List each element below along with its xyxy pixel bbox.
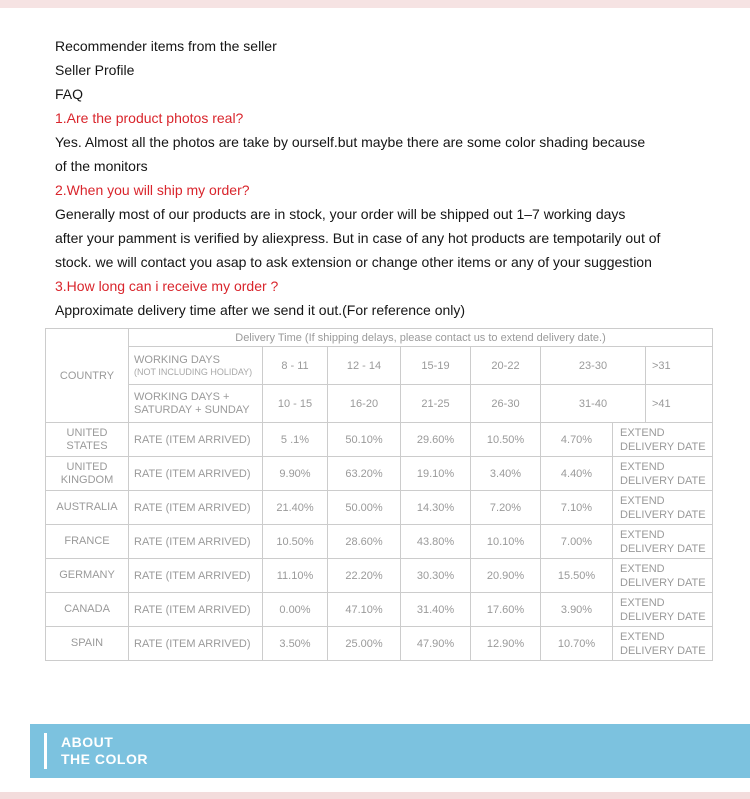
rate-value: 20.90% <box>471 559 541 593</box>
weekend-days-header-row <box>46 385 713 423</box>
working-days-sublabel: (NOT INCLUDING HOLIDAY) <box>134 366 253 377</box>
working-days-range-2: 12 - 14 <box>328 347 401 385</box>
about-the-color-banner <box>30 724 750 778</box>
extend-delivery-date: EXTEND DELIVERY DATE <box>613 559 713 593</box>
rate-value: 7.20% <box>471 491 541 525</box>
rate-value: 4.40% <box>541 457 613 491</box>
rate-label: RATE (ITEM ARRIVED) <box>129 559 263 593</box>
extend-delivery-date: EXTEND DELIVERY DATE <box>613 457 713 491</box>
table-header-row-1 <box>46 329 713 347</box>
weekend-days-range-4: 26-30 <box>471 385 541 423</box>
rate-value: 29.60% <box>401 423 471 457</box>
rate-value: 15.50% <box>541 559 613 593</box>
faq-question-2: 2.When you will ship my order? <box>55 182 250 198</box>
rate-value: 50.10% <box>328 423 401 457</box>
table-row-australia <box>46 491 713 525</box>
rate-label: RATE (ITEM ARRIVED) <box>129 593 263 627</box>
extend-delivery-date: EXTEND DELIVERY DATE <box>613 593 713 627</box>
rate-value: 10.10% <box>471 525 541 559</box>
banner-title <box>61 734 148 768</box>
country-name: SPAIN <box>46 627 129 661</box>
rate-value: 30.30% <box>401 559 471 593</box>
working-days-label: WORKING DAYS <box>134 353 220 366</box>
country-name: GERMANY <box>46 559 129 593</box>
working-days-range-3: 15-19 <box>401 347 471 385</box>
bottom-spacer <box>0 778 750 792</box>
intro-line-faq: FAQ <box>55 86 84 102</box>
rate-value: 43.80% <box>401 525 471 559</box>
rate-value: 7.00% <box>541 525 613 559</box>
banner-title-line-2: THE COLOR <box>61 751 148 767</box>
weekend-days-range-6: >41 <box>646 385 713 423</box>
rate-value: 63.20% <box>328 457 401 491</box>
faq-answer-2-line-2: after your pamment is verified by aliexpress. But in case of any hot products are tempotarily out of <box>55 230 661 246</box>
table-row-united-kingdom <box>46 457 713 491</box>
working-days-range-4: 20-22 <box>471 347 541 385</box>
extend-delivery-date: EXTEND DELIVERY DATE <box>613 423 713 457</box>
rate-label: RATE (ITEM ARRIVED) <box>129 491 263 525</box>
weekend-days-range-2: 16-20 <box>328 385 401 423</box>
rate-label: RATE (ITEM ARRIVED) <box>129 457 263 491</box>
table-row-canada <box>46 593 713 627</box>
faq-answer-1-line-1: Yes. Almost all the photos are take by ourself.but maybe there are some color shading because <box>55 134 646 150</box>
banner-divider <box>44 733 47 769</box>
intro-line-seller-profile: Seller Profile <box>55 62 135 78</box>
rate-value: 31.40% <box>401 593 471 627</box>
top-edge-decoration <box>0 0 750 8</box>
intro-line-recommender: Recommender items from the seller <box>55 38 277 54</box>
extend-delivery-date: EXTEND DELIVERY DATE <box>613 627 713 661</box>
faq-question-1: 1.Are the product photos real? <box>55 110 244 126</box>
weekend-days-range-5: 31-40 <box>541 385 646 423</box>
rate-value: 3.90% <box>541 593 613 627</box>
rate-value: 47.90% <box>401 627 471 661</box>
rate-value: 25.00% <box>328 627 401 661</box>
rate-value: 7.10% <box>541 491 613 525</box>
rate-value: 28.60% <box>328 525 401 559</box>
table-row-united-states <box>46 423 713 457</box>
rate-value: 3.40% <box>471 457 541 491</box>
rate-value: 47.10% <box>328 593 401 627</box>
rate-value: 3.50% <box>263 627 328 661</box>
table-row-france <box>46 525 713 559</box>
banner-title-line-1: ABOUT <box>61 734 114 750</box>
rate-value: 10.70% <box>541 627 613 661</box>
rate-value: 50.00% <box>328 491 401 525</box>
seller-faq-section <box>0 8 750 322</box>
faq-answer-2-line-3: stock. we will contact you asap to ask extension or change other items or any of your suggestion <box>55 254 652 270</box>
weekend-days-label: WORKING DAYS + SATURDAY + SUNDAY <box>134 390 250 416</box>
country-header-cell: COUNTRY <box>46 329 129 423</box>
working-days-header-row <box>46 347 713 385</box>
working-days-range-5: 23-30 <box>541 347 646 385</box>
rate-value: 10.50% <box>263 525 328 559</box>
weekend-days-range-3: 21-25 <box>401 385 471 423</box>
table-row-germany <box>46 559 713 593</box>
country-name: AUSTRALIA <box>46 491 129 525</box>
rate-label: RATE (ITEM ARRIVED) <box>129 627 263 661</box>
rate-value: 0.00% <box>263 593 328 627</box>
weekend-days-range-1: 10 - 15 <box>263 385 328 423</box>
delivery-time-table <box>45 328 713 661</box>
country-name: FRANCE <box>46 525 129 559</box>
weekend-days-label-cell <box>129 385 263 423</box>
extend-delivery-date: EXTEND DELIVERY DATE <box>613 491 713 525</box>
table-row-spain <box>46 627 713 661</box>
rate-value: 17.60% <box>471 593 541 627</box>
faq-answer-3: Approximate delivery time after we send it out.(For reference only) <box>55 302 466 318</box>
rate-label: RATE (ITEM ARRIVED) <box>129 525 263 559</box>
working-days-label-cell <box>129 347 263 385</box>
working-days-range-6: >31 <box>646 347 713 385</box>
rate-value: 22.20% <box>328 559 401 593</box>
rate-value: 10.50% <box>471 423 541 457</box>
faq-question-3: 3.How long can i receive my order ? <box>55 278 279 294</box>
rate-value: 4.70% <box>541 423 613 457</box>
country-name: CANADA <box>46 593 129 627</box>
rate-value: 14.30% <box>401 491 471 525</box>
rate-value: 21.40% <box>263 491 328 525</box>
faq-answer-1-line-2: of the monitors <box>55 158 148 174</box>
working-days-range-1: 8 - 11 <box>263 347 328 385</box>
country-name: UNITED STATES <box>46 423 129 457</box>
rate-value: 11.10% <box>263 559 328 593</box>
extend-delivery-date: EXTEND DELIVERY DATE <box>613 525 713 559</box>
delivery-time-header: Delivery Time (If shipping delays, please contact us to extend delivery date.) <box>129 329 713 347</box>
rate-value: 19.10% <box>401 457 471 491</box>
rate-label: RATE (ITEM ARRIVED) <box>129 423 263 457</box>
faq-answer-2-line-1: Generally most of our products are in stock, your order will be shipped out 1–7 working days <box>55 206 626 222</box>
rate-value: 5 .1% <box>263 423 328 457</box>
country-name: UNITED KINGDOM <box>46 457 129 491</box>
rate-value: 12.90% <box>471 627 541 661</box>
rate-value: 9.90% <box>263 457 328 491</box>
